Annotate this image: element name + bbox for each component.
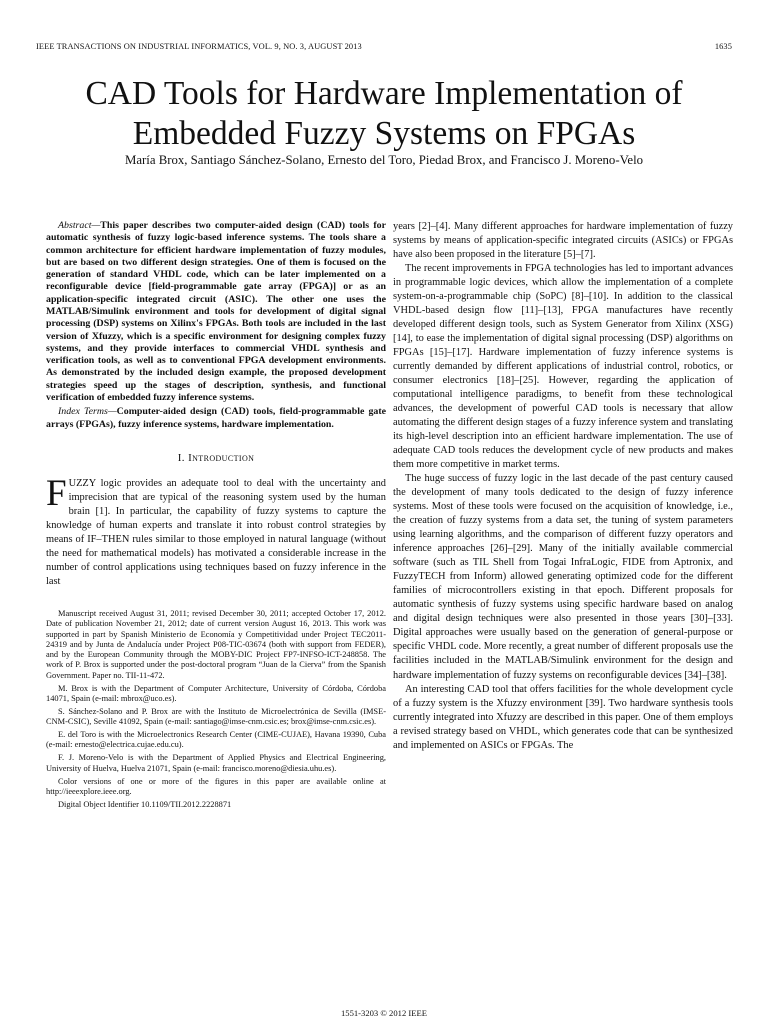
title-line-2: Embedded Fuzzy Systems on FPGAs bbox=[132, 115, 636, 152]
journal-header: IEEE TRANSACTIONS ON INDUSTRIAL INFORMATICS, VOL. 9, NO. 3, AUGUST 2013 bbox=[36, 42, 362, 51]
footnote-doi: Digital Object Identifier 10.1109/TII.2012.2228871 bbox=[58, 799, 232, 809]
body-paragraph: years [2]–[4]. Many different approaches for hardware implementation of fuzzy systems by means of application-specific integrated circuits (ASICs) or FPGAs have also been proposed in the literature [5]–[7]. bbox=[393, 221, 733, 261]
intro-lead: UZZY bbox=[68, 477, 96, 489]
body-paragraph: The huge success of fuzzy logic in the last decade of the past century caused the development of many tools dedicated to the design of fuzzy inference systems. Most of these tools were focused on the acquisition of knowledge, i.e., the creation of fuzzy systems from a data set, the tuning of system parameters using learning algorithms, and the comparison of different fuzzy operators and inference approaches [26]–[29]. Many of the initially available commercial software (such as TIL Shell from Togai InfraLogic, FIDE from Aptronix, and FuzzyTECH from Inform) allowed generating optimized code for the different families of microcontrollers existing in that epoch. Different proposals for automatic synthesis of fuzzy systems using specific hardware based on analog and digital design techniques were also presented in those years [30]–[33]. Digital approaches were usually based on the generation of general-purpose or specific VHDL code. More recently, a great number of different proposals use the facilities included in the MATLAB/Simulink environment for the design and hardware implementation of fuzzy systems on reconfigurable devices [34]–[38]. bbox=[393, 473, 733, 681]
abstract bbox=[46, 220, 386, 404]
left-column bbox=[46, 220, 386, 813]
footnote-manuscript: Manuscript received August 31, 2011; revised December 30, 2011; accepted October 17, 2012. Date of publication November 21, 2012; date of current version August 16, 2013. This work was supported in part by Spanish Ministerio de Economía y Competitividad under Project TEC2011-24319 and by Junta de Andalucía under Project P08-TIC-03674 (both with support from FEDER), and by the European Community through the MOBY-DIC Project FP7-INFSO-ICT-248858. The work of P. Brox is supported under the post-doctoral program “Juan de la Cierva” from the Spanish Government. Paper no. TII-11-472. bbox=[46, 608, 386, 680]
index-terms bbox=[46, 406, 386, 431]
footnote-author-4: F. J. Moreno-Velo is with the Department of Applied Physics and Electrical Engineering, University of Huelva, Huelva 21071, Spain (e-mail: francisco.moreno@diesia.uhu.es). bbox=[46, 753, 386, 773]
footnote-author-1: M. Brox is with the Department of Computer Architecture, University of Córdoba, Córdoba 14071, Spain (e-mail: mbrox@uco.es). bbox=[46, 683, 386, 704]
body-paragraph: An interesting CAD tool that offers facilities for the whole development cycle of a fuzzy system is the Xfuzzy environment [39]. Two hardware synthesis tools currently integrated into Xfuzzy are described in this paper. One of them employs a revised strategy based on VHDL, which generates code that can be synthesized and implemented on ASICs or FPGAs. The bbox=[393, 683, 733, 751]
running-header bbox=[36, 42, 732, 51]
footnotes bbox=[46, 609, 386, 810]
title-line-1: CAD Tools for Hardware Implementation of bbox=[85, 75, 683, 112]
right-column bbox=[393, 220, 733, 753]
intro-paragraph bbox=[46, 472, 386, 589]
page-number: 1635 bbox=[714, 42, 732, 51]
index-terms-text: Computer-aided design (CAD) tools, field-programmable gate arrays (FPGAs), fuzzy inference systems, hardware implementation. bbox=[46, 406, 386, 430]
body-paragraph: The recent improvements in FPGA technologies has led to important advances in programmable logic devices, which allow the implementation of a complete system-on-a-programmable chip (SoPC) [8]–[10]. In addition to the classical VHDL-based design flow [11]–[13], FPGA manufactures have recently developed different design tools, such as System Generator from Xilinx (XSG) [14], to ease the implementation of digital signal processing (DSP) algorithms on FPGAs [15]–[17]. Hardware implementation of fuzzy inference systems is currently demanded by different applications of industrial control, robotics, or consumer electronics [18]–[25]. However, regarding the application of computational intelligence paradigms, to benefit from these technological advances, the development of powerful CAD tools is necessary that allow automating the different design stages of a fuzzy inference system and translating its high-level description into an efficient hardware implementation. The use of adequate CAD tools reduces the development cycle of new products and makes them more competitive in market terms. bbox=[393, 263, 733, 471]
abstract-text: This paper describes two computer-aided design (CAD) tools for automatic synthesis of fuzzy logic-based inference systems. The tools share a common architecture for efficient hardware implementation of fuzzy modules, but are based on two different design strategies. One of them is focused on the generation of standard VHDL code, which can be later implemented on a reconfigurable device [field-programmable gate array (FPGA)] or as an application-specific integrated circuit (ASIC). The other one uses the MATLAB/Simulink environment and tools for development of digital signal processing (DSP) systems on Xilinx's FPGAs. Both tools are included in the last version of Xfuzzy, which is a specific environment for designing complex fuzzy systems, and they provide interfaces to commercial VHDL synthesis and verification tools, as well as to conventional FPGA development environments. As demonstrated by the included design example, the proposed development strategies speed up the stages of description, synthesis, and functional verification of embedded fuzzy inference systems. bbox=[46, 220, 386, 403]
drop-cap: F bbox=[46, 472, 67, 514]
abstract-lead: Abstract— bbox=[58, 220, 101, 231]
index-terms-lead: Index Terms— bbox=[58, 406, 117, 418]
copyright-footer: 1551-3203 © 2012 IEEE bbox=[340, 1008, 427, 1018]
intro-text: logic provides an adequate tool to deal with the uncertainty and imprecision that are typical of the reasoning system used by the human brain [1]. In particular, the capability of fuzzy systems to capture the knowledge of human experts and translate it into robust control strategies by means of IF–THEN rules similar to those employed in natural language (without the need for mathematical models) has motivated a considerable increase in the number of control applications using techniques based on fuzzy inference in the last bbox=[46, 477, 386, 587]
footnote-author-3: E. del Toro is with the Microelectronics Research Center (CIME-CUJAE), Havana 19390, Cuba (e-mail: ernesto@electrica.cujae.edu.cu). bbox=[46, 730, 386, 750]
section-number: I. bbox=[177, 451, 185, 464]
author-list: María Brox, Santiago Sánchez-Solano, Ernesto del Toro, Piedad Brox, and Francisco J. Moreno-Velo bbox=[124, 153, 644, 167]
footnote-color: Color versions of one or more of the figures in this paper are available online at http://ieeexplore.ieee.org. bbox=[46, 776, 386, 796]
paper-title bbox=[20, 74, 748, 154]
footnote-author-2: S. Sánchez-Solano and P. Brox are with the Instituto de Microelectrónica de Sevilla (IMSE-CNM-CSIC), Seville 41092, Spain (e-mail: santiago@imse-cnm.csic.es; brox@imse-cnm.csic.es). bbox=[46, 706, 386, 727]
section-heading bbox=[46, 451, 386, 465]
section-title: Introduction bbox=[188, 451, 255, 464]
